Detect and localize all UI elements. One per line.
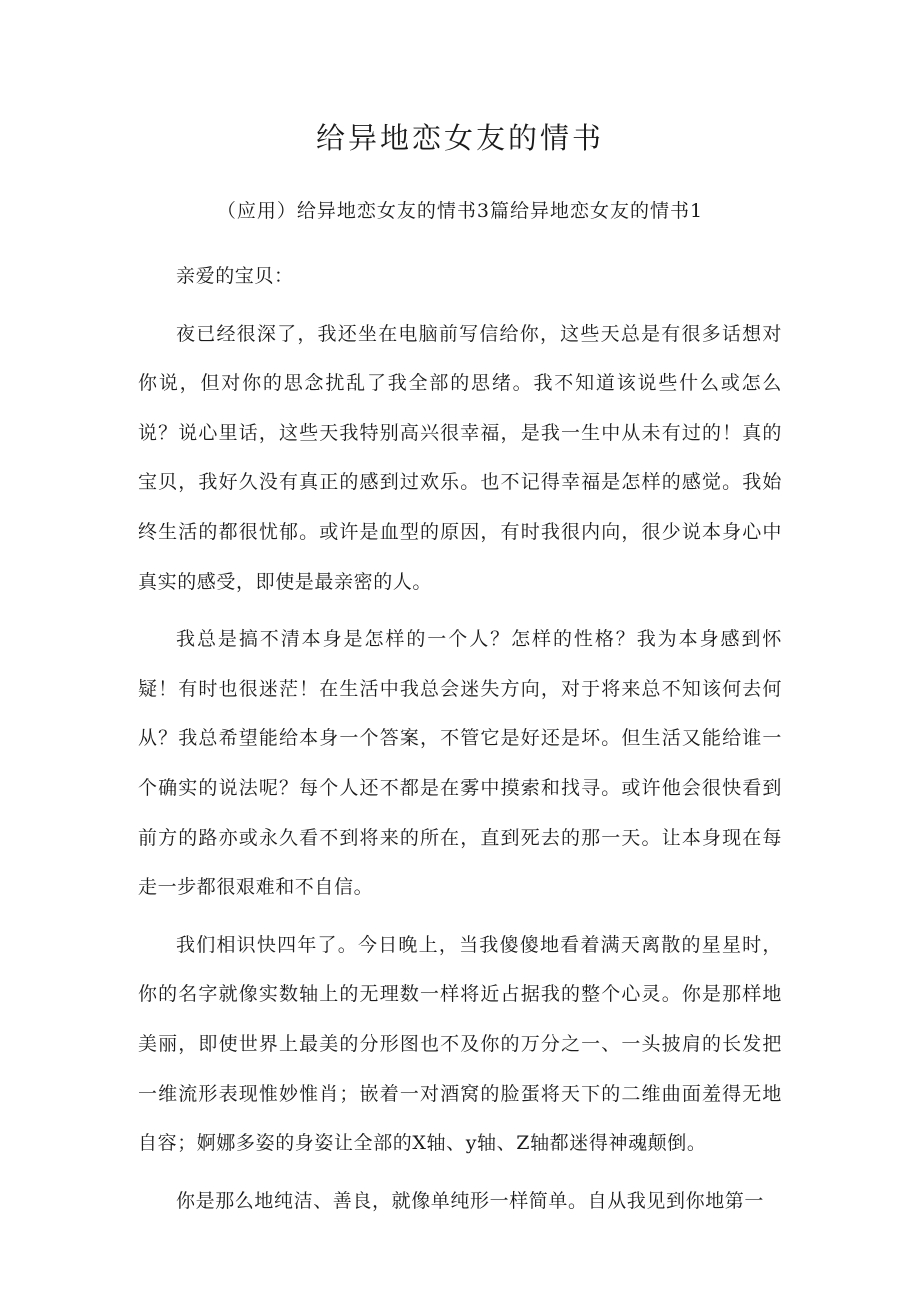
paragraph: 我总是搞不清本身是怎样的一个人？怎样的性格？我为本身感到怀疑！有时也很迷茫！在生活中我总会迷失方向，对于将来总不知该何去何从？我总希望能给本身一个答案，不管它是好还是坏。但生活又能给谁一个确实的说法呢？每个人还不都是在雾中摸索和找寻。或许他会很快看到前方的路亦或永久看不到将来的所在，直到死去的那一天。让本身现在每走一步都很艰难和不自信。 [138, 628, 782, 899]
paragraph: 你是那么地纯洁、善良，就像单纯形一样简单。自从我见到你地第一 [176, 1189, 765, 1212]
paragraph: 我们相识快四年了。今日晚上，当我傻傻地看着满天离散的星星时，你的名字就像实数轴上的无理数一样将近占据我的整个心灵。你是那样地美丽，即使世界上最美的分形图也不及你的万分之一、一头披肩的长发把一维流形表现惟妙惟肖；嵌着一对酒窝的脸蛋将天下的二维曲面羞得无地自容；婀娜多姿的身姿让全部的X轴、y轴、Z轴都迷得神魂颠倒。 [138, 933, 782, 1155]
salutation: 亲爱的宝贝： [176, 265, 294, 287]
paragraph: 夜已经很深了，我还坐在电脑前写信给你，这些天总是有很多话想对你说，但对你的思念扰乱了我全部的思绪。我不知道该说些什么或怎么说？说心里话，这些天我特别高兴很幸福，是我一生中从未有过的！真的宝贝，我好久没有真正的感到过欢乐。也不记得幸福是怎样的感觉。我始终生活的都很忧郁。或许是血型的原因，有时我很内向，很少说本身心中真实的感受，即使是最亲密的人。 [138, 322, 782, 593]
document-subtitle: （应用）给异地恋女友的情书3篇给异地恋女友的情书1 [216, 200, 704, 222]
document-body [138, 252, 782, 1226]
document-title: 给异地恋女友的情书 [315, 121, 604, 155]
